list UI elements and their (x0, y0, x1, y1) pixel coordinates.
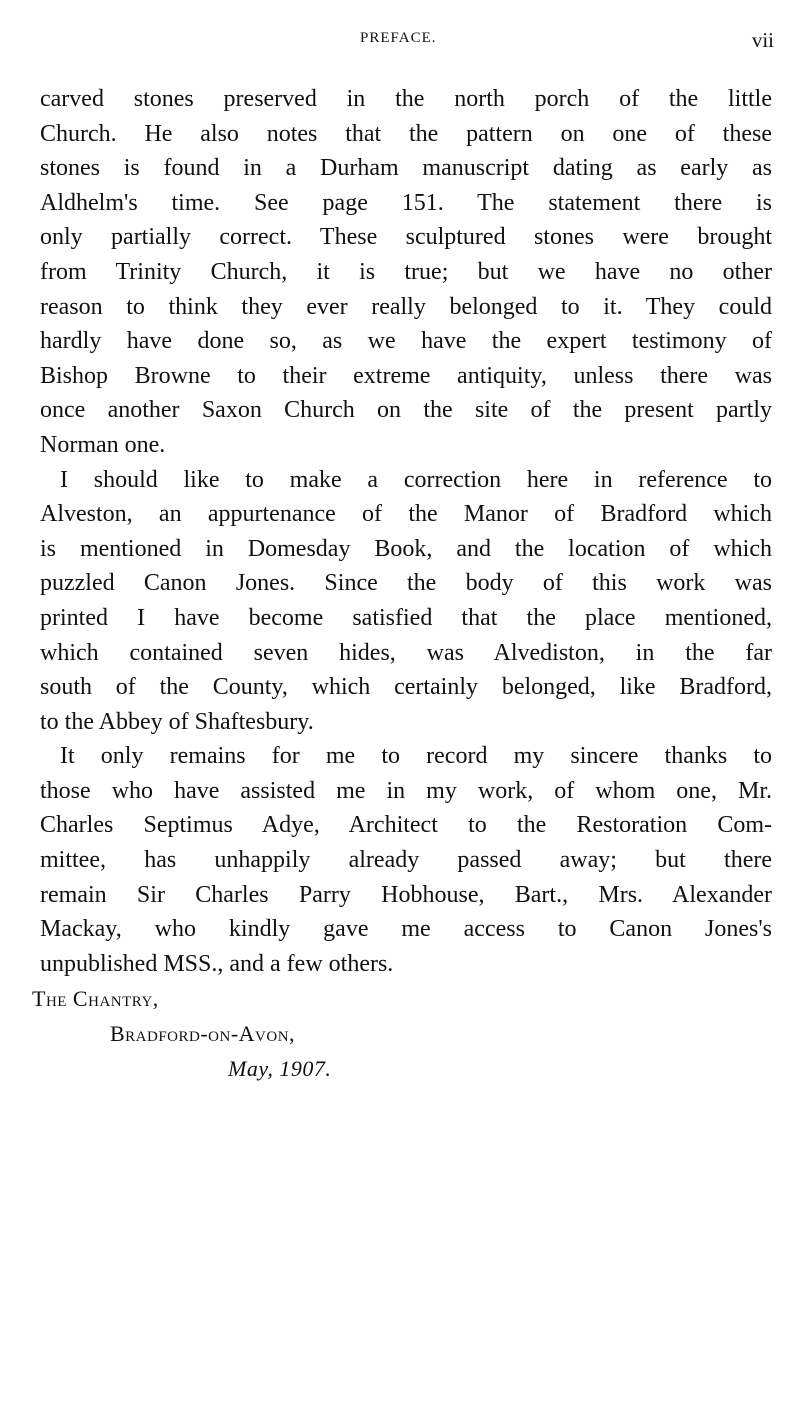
text-line: Aldhelm's time. See page 151. The statement there is (40, 189, 772, 216)
text-line: It only remains for me to record my sincere thanks to (60, 743, 772, 770)
text-line: unpublished MSS., and a few others. (40, 950, 394, 977)
text-line: Mackay, who kindly gave me access to Canon Jones's (40, 916, 772, 943)
text-line: is mentioned in Domesday Book, and the location of which (40, 535, 772, 562)
paragraph (40, 82, 772, 463)
running-head (0, 28, 800, 58)
text-line: Bishop Browne to their extreme antiquity, unless there was (40, 362, 772, 389)
text-line: stones is found in a Durham manuscript dating as early as (40, 155, 772, 182)
text-line: carved stones preserved in the north porch of the little (40, 86, 772, 112)
text-line: those who have assisted me in my work, of whom one, Mr. (40, 777, 772, 804)
text-line: Norman one. (40, 431, 166, 458)
text-line: puzzled Canon Jones. Since the body of this work was (40, 570, 772, 597)
text-line: only partially correct. These sculptured stones were brought (40, 224, 772, 251)
text-line: hardly have done so, as we have the expert testimony of (40, 328, 772, 355)
signature-date: May, 1907. (228, 1056, 332, 1081)
text-line: remain Sir Charles Parry Hobhouse, Bart., Mrs. Alexander (40, 881, 772, 908)
paragraph (40, 463, 772, 740)
text-line: I should like to make a correction here in reference to (60, 466, 772, 493)
text-line: Charles Septimus Adye, Architect to the Restoration Com- (40, 812, 772, 839)
text-line: mittee, has unhappily already passed away; but there (40, 847, 772, 874)
text-line: once another Saxon Church on the site of the present partly (40, 397, 772, 424)
text-line: Alveston, an appurtenance of the Manor of Bradford which (40, 501, 772, 528)
text-line: Church. He also notes that the pattern on one of these (40, 120, 772, 147)
page-number: vii (751, 28, 774, 52)
signature-place: The Chantry, (32, 986, 159, 1011)
running-head-title: PREFACE. (360, 30, 437, 46)
text-line: to the Abbey of Shaftesbury. (40, 708, 314, 735)
paragraph (40, 739, 772, 981)
text-line: which contained seven hides, was Alvediston, in the far (40, 639, 772, 666)
text-line: south of the County, which certainly belonged, like Bradford, (40, 674, 772, 701)
text-line: printed I have become satisfied that the place mentioned, (40, 604, 772, 631)
text-line: from Trinity Church, it is true; but we have no other (40, 258, 772, 285)
signature-town: Bradford-on-Avon, (110, 1021, 296, 1046)
text-line: reason to think they ever really belonged to it. They could (40, 293, 772, 320)
body-text (40, 82, 772, 981)
